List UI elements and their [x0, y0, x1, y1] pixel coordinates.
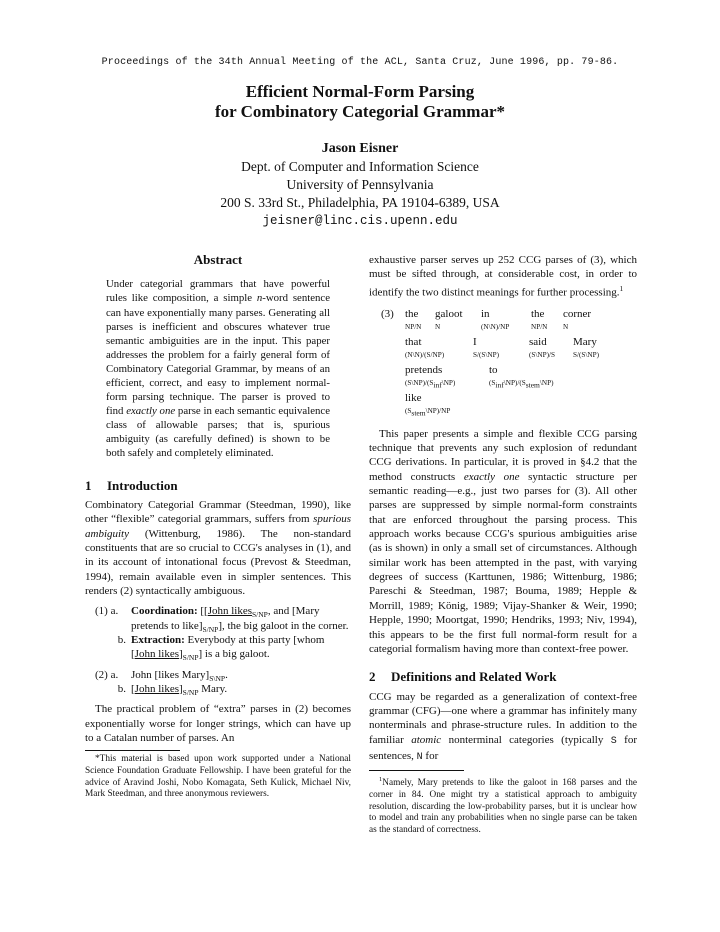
right-paragraph-1: exhaustive parser serves up 252 CCG parses of (3), which must be sifted through, at considerable cost, in order to identify the two distinct meanings for further processing.$^1$: [369, 254, 637, 299]
author-block: [0, 140, 720, 230]
title-line-1: Efficient Normal-Form Parsing: [245, 82, 475, 101]
footnote-1: $^1$Namely, Mary pretends to like the galoot in 168 parses and the corner in 84. One might try a statistical approach to ambiguity resolution, discarding the low-probability parses, but it is unclear how to model and train any probabilities when no single parse can be taken as the standard of correctness.: [369, 776, 637, 835]
example-1b: b. Extraction: Everybody at this party [whom [John $likes]_{S/NP}$] is a big galoot.: [117, 634, 325, 663]
ex3-words-row-2: that I said Mary: [405, 335, 597, 348]
title-line-2: for Combinatory Categorial Grammar*: [214, 102, 506, 121]
author-email: jeisner@linc.cis.upenn.edu: [262, 214, 458, 228]
ex3-words-row-4: like: [405, 391, 422, 404]
example-2a: (2) a. John [likes $Mary]_{S\backslash NP}$.: [95, 668, 228, 683]
example-1a: (1) a. Coordination: [[John likes$_{S/NP}$, and [Mary pretends to $like]_{S/NP}$], the big galoot in the corner.: [95, 605, 349, 634]
example-2b: b. [John $likes]_{S/NP}$ Mary.: [117, 683, 228, 698]
ex3-words-row-3: pretends to: [405, 363, 498, 376]
section-2-heading: 2 Definitions and Related Work: [369, 669, 557, 685]
section-2-paragraph: CCG may be regarded as a generalization of context-free grammar (CFG)—one where a grammar has infinitely many nonterminals and phrase-structure rules. In addition to the familiar atomic nonterminal categories (typically S for sentences, N for: [369, 690, 637, 763]
footnote-rule: [85, 750, 180, 751]
abstract-heading: Abstract: [193, 252, 243, 267]
proceedings-header: Proceedings of the 34th Annual Meeting of the ACL, Santa Cruz, June 1996, pp. 79-86.: [101, 57, 619, 68]
author-address: 200 S. 33rd St., Philadelphia, PA 19104-6389, USA: [220, 195, 500, 210]
ex3-cats-row-2: (N\N)/(S/NP) S/(S\NP) (S\NP)/S S/(S\NP): [405, 350, 599, 359]
paper-title: [0, 82, 720, 122]
ex3-cats-row-4: $(S_{stem}\backslash NP)/NP$: [405, 406, 451, 418]
footnote-rule-right: [369, 770, 464, 771]
ex3-cats-row-3: $(S\backslash NP)/(S_{inf}\backslash NP)$ $(S_{inf}\backslash NP)/(S_{stem}\backslash NP)$: [405, 378, 554, 390]
intro-paragraph-2: The practical problem of “extra” parses in (2) becomes exponentially worse for longer strings, which can have up to a Catalan number of parses. An: [85, 703, 351, 745]
example-3: [381, 307, 637, 419]
author-dept: Dept. of Computer and Information Science: [241, 159, 479, 174]
ex3-cats-row-1: NP/N N (N\N)/NP NP/N N: [405, 322, 569, 331]
author-name: Jason Eisner: [321, 141, 399, 156]
intro-heading: 1 Introduction: [85, 477, 178, 493]
right-column: [369, 253, 637, 836]
footnote-star: *This material is based upon work supported under a National Science Foundation Graduate Fellowship. I have been grateful for the advice of Aravind Joshi, Nobo Komagata, Seth Kulick, Michael Niv, Mark Steedman, and three anonymous reviewers.: [85, 754, 351, 800]
right-paragraph-2: This paper presents a simple and flexible CCG parsing technique that prevents any such explosion of redundant CCG derivations. In particular, it is proved in §4.2 that the method constructs exactly one syntactic structure per semantic reading—e.g., just two parses for (3). All other parses are suppressed by simple normal-form constraints that are enforced throughout the parsing process. This approach works because CCG's spurious ambiguities arise (as is shown) in only a small set of circumstances. Although similar work has been attempted in the past, with varying degrees of success (Karttunen, 1986; Wittenburg, 1986; Pareschi & Steedman, 1987; Bouma, 1989; Hepple & Morrill, 1989; König, 1989; Vijay-Shanker & Weir, 1990; Hepple, 1990; Moortgat, 1990; Hendriks, 1993; Niv, 1994), this appears to be the first full normal-form result for a categorial formalism having more than context-free power.: [369, 427, 637, 655]
intro-paragraph-1: Combinatory Categorial Grammar (Steedman, 1990), like other “flexible” categorial grammars, suffers from spurious ambiguity (Wittenburg, 1986). The non-standard constituents that are so crucial to CCG's analyses in (1), and in its account of intonational focus (Prevost & Steedman, 1994), remain available even in simpler sentences. This renders (2) syntactically ambiguous.: [85, 498, 351, 597]
ex3-words-row-1: (3) the galoot in the corner: [381, 307, 592, 320]
example-1: [85, 604, 351, 661]
example-2: [85, 668, 351, 697]
author-univ: University of Pennsylvania: [286, 177, 434, 192]
left-column: [85, 253, 351, 801]
abstract-text: Under categorial grammars that have powerful rules like composition, a simple n-word sentence can have exponentially many parses. Generating all parses is inefficient and obscures whatever true semantic ambiguities are in the input. This paper addresses the problem for a fairly general form of Combinatory Categorial Grammar, by means of an efficient, correct, and easy to implement normal-form parsing technique. The parser is proved to find exactly one parse in each semantic equivalence class of allowable parses; that is, spurious ambiguity (as carefully defined) is shown to be both safely and completely eliminated.: [106, 278, 331, 460]
